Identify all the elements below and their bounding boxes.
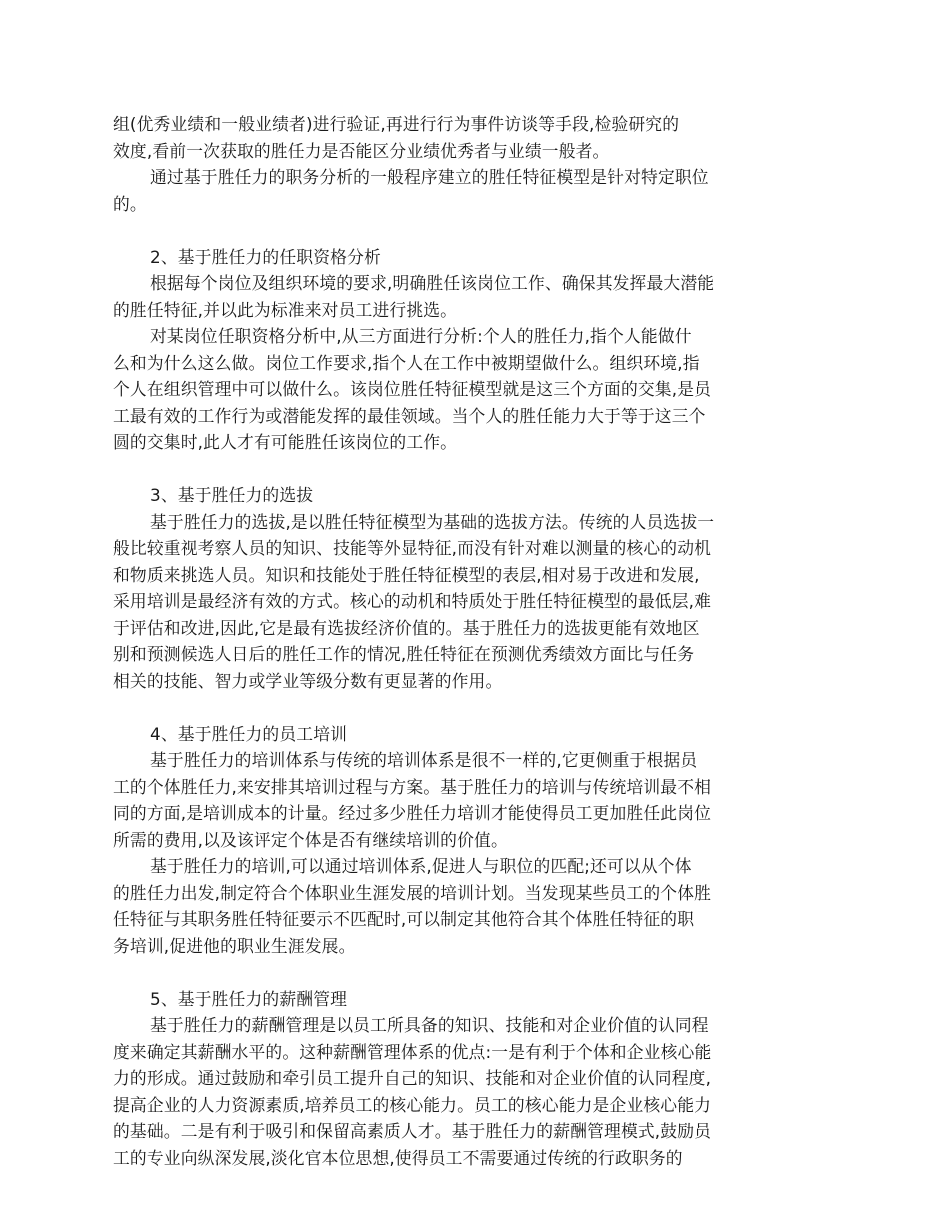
section-heading: 2、基于胜任力的任职资格分析: [150, 246, 381, 267]
text-line: 度来确定其薪酬水平的。这种薪酬管理体系的优点:一是有利于个体和企业核心能: [113, 1041, 712, 1062]
text-line: 的胜任特征,并以此为标准来对员工进行挑选。: [113, 299, 458, 320]
text-line: 别和预测候选人日后的胜任工作的情况,胜任特征在预测优秀绩效方面比与任务: [113, 644, 695, 664]
section-gap: [113, 959, 773, 986]
text-line: 于评估和改进,因此,它是最有选拔经济价值的。基于胜任力的选拔更能有效地区: [113, 617, 700, 638]
text-line: 的。: [113, 193, 147, 214]
text-line: 工的个体胜任力,来安排其培训过程与方案。基于胜任力的培训与传统培训最不相: [113, 776, 712, 797]
section-heading: 3、基于胜任力的选拔: [150, 485, 314, 505]
paragraph-start-line: 基于胜任力的薪酬管理是以员工所具备的知识、技能和对企业价值的认同程: [150, 1015, 709, 1035]
text-line: 相关的技能、智力或学业等级分数有更显著的作用。: [113, 670, 503, 691]
text-line: 的胜任力出发,制定符合个体职业生涯发展的培训计划。当发现某些员工的个体胜: [113, 882, 712, 903]
text-line: 提高企业的人力资源素质,培养员工的核心能力。员工的核心能力是企业核心能力: [113, 1094, 712, 1115]
text-line: 务培训,促进他的职业生涯发展。: [113, 935, 356, 956]
text-line: 效度,看前一次获取的胜任力是否能区分业绩优秀者与业绩一般者。: [113, 140, 610, 161]
section-heading: 4、基于胜任力的员工培训: [150, 723, 348, 744]
section-gap: [113, 217, 773, 244]
section-gap: [113, 694, 773, 721]
text-line: 工的专业向纵深发展,淡化官本位思想,使得员工不需要通过传统的行政职务的: [113, 1147, 683, 1168]
text-line: 组(优秀业绩和一般业绩者)进行验证,再进行行为事件访谈等手段,检验研究的: [113, 114, 680, 134]
paragraph-start-line: 对某岗位任职资格分析中,从三方面进行分析:个人的胜任力,指个人能做什: [150, 326, 692, 346]
text-line: 所需的费用,以及该评定个体是否有继续培训的价值。: [113, 829, 508, 850]
text-line: 般比较重视考察人员的知识、技能等外显特征,而没有针对难以测量的核心的动机: [113, 538, 712, 558]
text-line: 同的方面,是培训成本的计量。经过多少胜任力培训才能使得员工更加胜任此岗位: [113, 803, 712, 823]
text-line: 和物质来挑选人员。知识和技能处于胜任特征模型的表层,相对易于改进和发展,: [113, 564, 700, 585]
paragraph-start-line: 基于胜任力的选拔,是以胜任特征模型为基础的选拔方法。传统的人员选拔一: [150, 511, 715, 532]
text-line: 的基础。二是有利于吸引和保留高素质人才。基于胜任力的薪酬管理模式,鼓励员: [113, 1121, 712, 1141]
text-line: 个人在组织管理中可以做什么。该岗位胜任特征模型就是这三个方面的交集,是员: [113, 379, 712, 399]
text-line: 采用培训是最经济有效的方式。核心的动机和特质处于胜任特征模型的最低层,难: [113, 591, 712, 611]
document-page: [113, 111, 773, 1171]
text-line: 力的形成。通过鼓励和牵引员工提升自己的知识、技能和对企业价值的认同程度,: [113, 1068, 712, 1088]
section-gap: [113, 456, 773, 483]
text-line: 圆的交集时,此人才有可能胜任该岗位的工作。: [113, 432, 458, 452]
text-line: 么和为什么这么做。岗位工作要求,指个人在工作中被期望做什么。组织环境,指: [113, 352, 700, 373]
paragraph-start-line: 通过基于胜任力的职务分析的一般程序建立的胜任特征模型是针对特定职位: [150, 167, 709, 187]
text-line: 工最有效的工作行为或潜能发挥的最佳领域。当个人的胜任能力大于等于这三个: [113, 405, 706, 426]
paragraph-start-line: 根据每个岗位及组织环境的要求,明确胜任该岗位工作、确保其发挥最大潜能: [150, 273, 715, 293]
paragraph-start-line: 基于胜任力的培训,可以通过培训体系,促进人与职位的匹配;还可以从个体: [150, 856, 692, 876]
paragraph-start-line: 基于胜任力的培训体系与传统的培训体系是很不一样的,它更侧重于根据员: [150, 750, 698, 770]
section-heading: 5、基于胜任力的薪酬管理: [150, 988, 348, 1009]
text-line: 任特征与其职务胜任特征要示不匹配时,可以制定其他符合其个体胜任特征的职: [113, 909, 695, 929]
